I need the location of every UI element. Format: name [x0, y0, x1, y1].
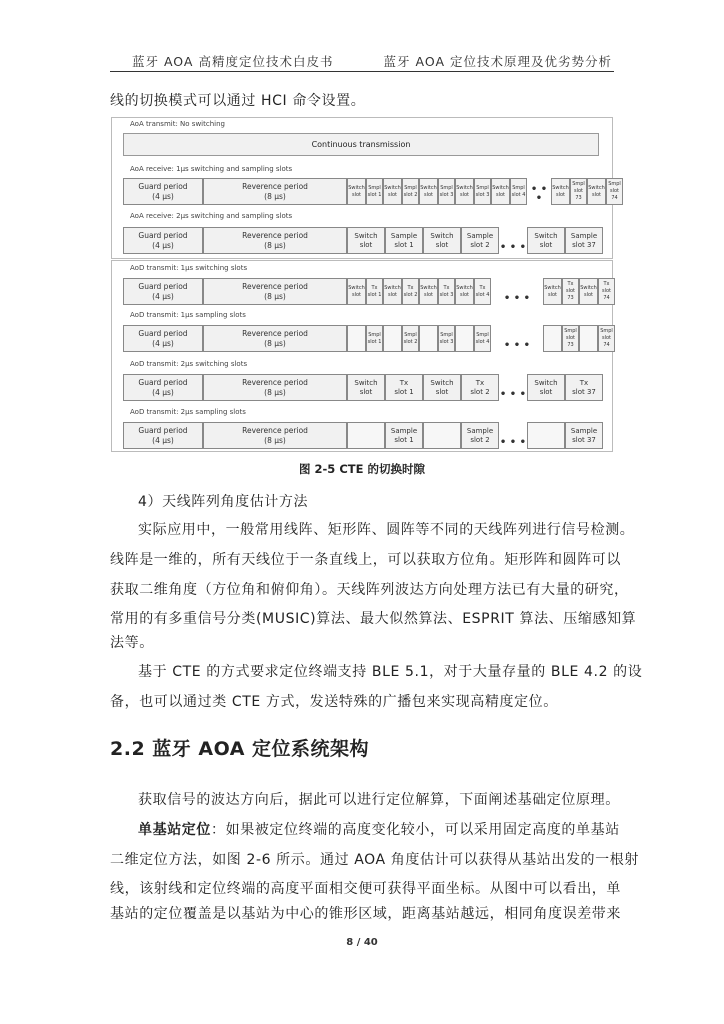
aoa-receive-2us-title: AoA receive: 2μs switching and sampling slots — [130, 212, 293, 220]
para2-line2: 备，也可以通过类 CTE 方式，发送特殊的广播包来实现高精度定位。 — [110, 694, 558, 710]
aoa-transmit-title: AoA transmit: No switching — [130, 120, 225, 128]
blank-slot-cell — [455, 325, 474, 352]
para1-line4: 常用的有多重信号分类(MUSIC)算法、最大似然算法、ESPRIT 算法、压缩感知算 — [110, 611, 637, 627]
slot-cell: Switch slot — [423, 227, 461, 254]
slot-cell: Tx slot 73 — [562, 278, 579, 305]
para4-line2: 二维定位方法，如图 2-6 所示。通过 AOA 角度估计可以获得从基站出发的一根射 — [110, 852, 639, 868]
figure-caption: 图 2-5 CTE 的切换时隙 — [299, 462, 425, 476]
guard-period-cell: Guard period (4 μs) — [123, 227, 203, 254]
slot-cell: Sample slot 37 — [565, 227, 603, 254]
slot-cell: Switch slot — [423, 374, 461, 401]
aoa-receive-1us-title: AoA receive: 1μs switching and sampling slots — [130, 165, 293, 173]
reference-period-cell: Reverence period (8 μs) — [203, 178, 347, 205]
aoa-panel — [111, 117, 621, 259]
slot-cell: Smpl slot 4 — [510, 178, 527, 205]
slot-cell: Switch slot — [383, 278, 402, 305]
para4-line1-text: ：如果被定位终端的高度变化较小，可以采用固定高度的单基站 — [211, 822, 620, 838]
aod-transmit-1us-title: AoD transmit: 1μs switching slots — [130, 264, 248, 272]
slot-cell: Switch slot — [551, 178, 570, 205]
guard-period-cell: Guard period (4 μs) — [123, 278, 203, 305]
aod-panel — [111, 260, 613, 452]
guard-period-cell: Guard period (4 μs) — [123, 422, 203, 449]
slot-cell: Sample slot 37 — [565, 422, 603, 449]
slot-cell: Switch slot — [347, 227, 385, 254]
single-station-label: 单基站定位 — [138, 822, 211, 838]
para1-line2: 线阵是一维的，所有天线位于一条直线上，可以获取方位角。矩形阵和圆阵可以 — [110, 552, 621, 568]
continuous-transmission: Continuous transmission — [123, 133, 599, 156]
blank-slot-cell — [543, 325, 562, 352]
blank-slot-cell — [383, 325, 402, 352]
page-header — [110, 52, 614, 72]
reference-period-cell: Reverence period (8 μs) — [203, 422, 347, 449]
slot-cell: Smpl slot 3 — [474, 178, 491, 205]
para1-line1: 实际应用中，一般常用线阵、矩形阵、圆阵等不同的天线阵列进行信号检测。 — [138, 522, 635, 538]
slot-cell: Tx slot 4 — [474, 278, 491, 305]
slot-cell: Tx slot 3 — [438, 278, 455, 305]
ellipsis: • • • — [527, 178, 551, 205]
slot-cell: Tx slot 2 — [402, 278, 419, 305]
slot-cell: Smpl slot 2 — [402, 325, 419, 352]
reference-period-cell: Reverence period (8 μs) — [203, 227, 347, 254]
slot-cell: Switch slot — [419, 178, 438, 205]
slot-cell: Smpl slot 1 — [366, 325, 383, 352]
para2-line1: 基于 CTE 的方式要求定位终端支持 BLE 5.1，对于大量存量的 BLE 4.2 的设 — [138, 664, 643, 680]
aod-transmit-2us-title: AoD transmit: 2μs switching slots — [130, 360, 248, 368]
slot-cell: Switch slot — [543, 278, 562, 305]
slot-cell: Switch slot — [455, 278, 474, 305]
slot-cell: Switch slot — [347, 178, 366, 205]
guard-period-cell: Guard period (4 μs) — [123, 178, 203, 205]
header-left-title: 蓝牙 AOA 高精度定位技术白皮书 — [132, 54, 334, 69]
header-rule — [110, 71, 614, 72]
slot-cell: Smpl slot 74 — [598, 325, 615, 352]
para4-line4: 基站的定位覆盖是以基站为中心的锥形区域，距离基站越远，相同角度误差带来 — [110, 906, 621, 922]
slot-cell: Tx slot 2 — [461, 374, 499, 401]
slot-cell: Switch slot — [383, 178, 402, 205]
blank-slot-cell — [419, 325, 438, 352]
slot-cell: Tx slot 1 — [385, 374, 423, 401]
slot-cell: Switch slot — [347, 278, 366, 305]
slot-cell: Smpl slot 73 — [562, 325, 579, 352]
blank-slot-cell — [347, 422, 385, 449]
slot-cell: Smpl slot 1 — [366, 178, 383, 205]
aod-sampling-1us-title: AoD transmit: 1μs sampling slots — [130, 311, 246, 319]
intro-line: 线的切换模式可以通过 HCI 命令设置。 — [110, 93, 366, 109]
slot-cell: Smpl slot 3 — [438, 325, 455, 352]
ellipsis: • • • — [499, 227, 527, 254]
slot-cell: Sample slot 1 — [385, 422, 423, 449]
slot-cell: Smpl slot 3 — [438, 178, 455, 205]
slot-cell: Smpl slot 73 — [570, 178, 587, 205]
slot-cell: Smpl slot 2 — [402, 178, 419, 205]
page-number: 8 / 40 — [346, 937, 378, 948]
blank-slot-cell — [579, 325, 598, 352]
slot-cell: Smpl slot 4 — [474, 325, 491, 352]
guard-period-cell: Guard period (4 μs) — [123, 374, 203, 401]
slot-cell: Sample slot 2 — [461, 227, 499, 254]
reference-period-cell: Reverence period (8 μs) — [203, 325, 347, 352]
slot-cell: Sample slot 1 — [385, 227, 423, 254]
slot-cell: Tx slot 74 — [598, 278, 615, 305]
ellipsis: • • • — [499, 374, 527, 401]
reference-period-cell: Reverence period (8 μs) — [203, 278, 347, 305]
slot-cell: Smpl slot 74 — [606, 178, 623, 205]
para3: 获取信号的波达方向后，据此可以进行定位解算，下面阐述基础定位原理。 — [138, 792, 620, 808]
slot-cell: Switch slot — [527, 374, 565, 401]
header-right-title: 蓝牙 AOA 定位技术原理及优劣势分析 — [383, 54, 612, 69]
slot-cell: Switch slot — [587, 178, 606, 205]
slot-cell: Switch slot — [419, 278, 438, 305]
ellipsis: • • • — [499, 422, 527, 449]
section-2-2-title: 2.2 蓝牙 AOA 定位系统架构 — [110, 738, 370, 760]
ellipsis: • • • — [491, 325, 543, 352]
blank-slot-cell — [347, 325, 366, 352]
slot-cell: Switch slot — [527, 227, 565, 254]
slot-cell: Sample slot 2 — [461, 422, 499, 449]
slot-cell: Tx slot 37 — [565, 374, 603, 401]
slot-cell: Switch slot — [347, 374, 385, 401]
aod-sampling-2us-title: AoD transmit: 2μs sampling slots — [130, 408, 246, 416]
ellipsis: • • • — [491, 278, 543, 305]
guard-period-cell: Guard period (4 μs) — [123, 325, 203, 352]
para1-line5: 法等。 — [110, 635, 154, 651]
slot-cell: Switch slot — [491, 178, 510, 205]
slot-cell: Tx slot 1 — [366, 278, 383, 305]
slot-cell: Switch slot — [455, 178, 474, 205]
reference-period-cell: Reverence period (8 μs) — [203, 374, 347, 401]
blank-slot-cell — [423, 422, 461, 449]
para4-line1 — [138, 815, 644, 845]
para4-line3: 线，该射线和定位终端的高度平面相交便可获得平面坐标。从图中可以看出，单 — [110, 881, 621, 897]
para1-line3: 获取二维角度（方位角和俯仰角）。天线阵列波达方向处理方法已有大量的研究， — [110, 582, 629, 598]
cte-switching-figure — [111, 117, 621, 452]
section-4-title: 4）天线阵列角度估计方法 — [138, 494, 309, 510]
blank-slot-cell — [527, 422, 565, 449]
slot-cell: Switch slot — [579, 278, 598, 305]
